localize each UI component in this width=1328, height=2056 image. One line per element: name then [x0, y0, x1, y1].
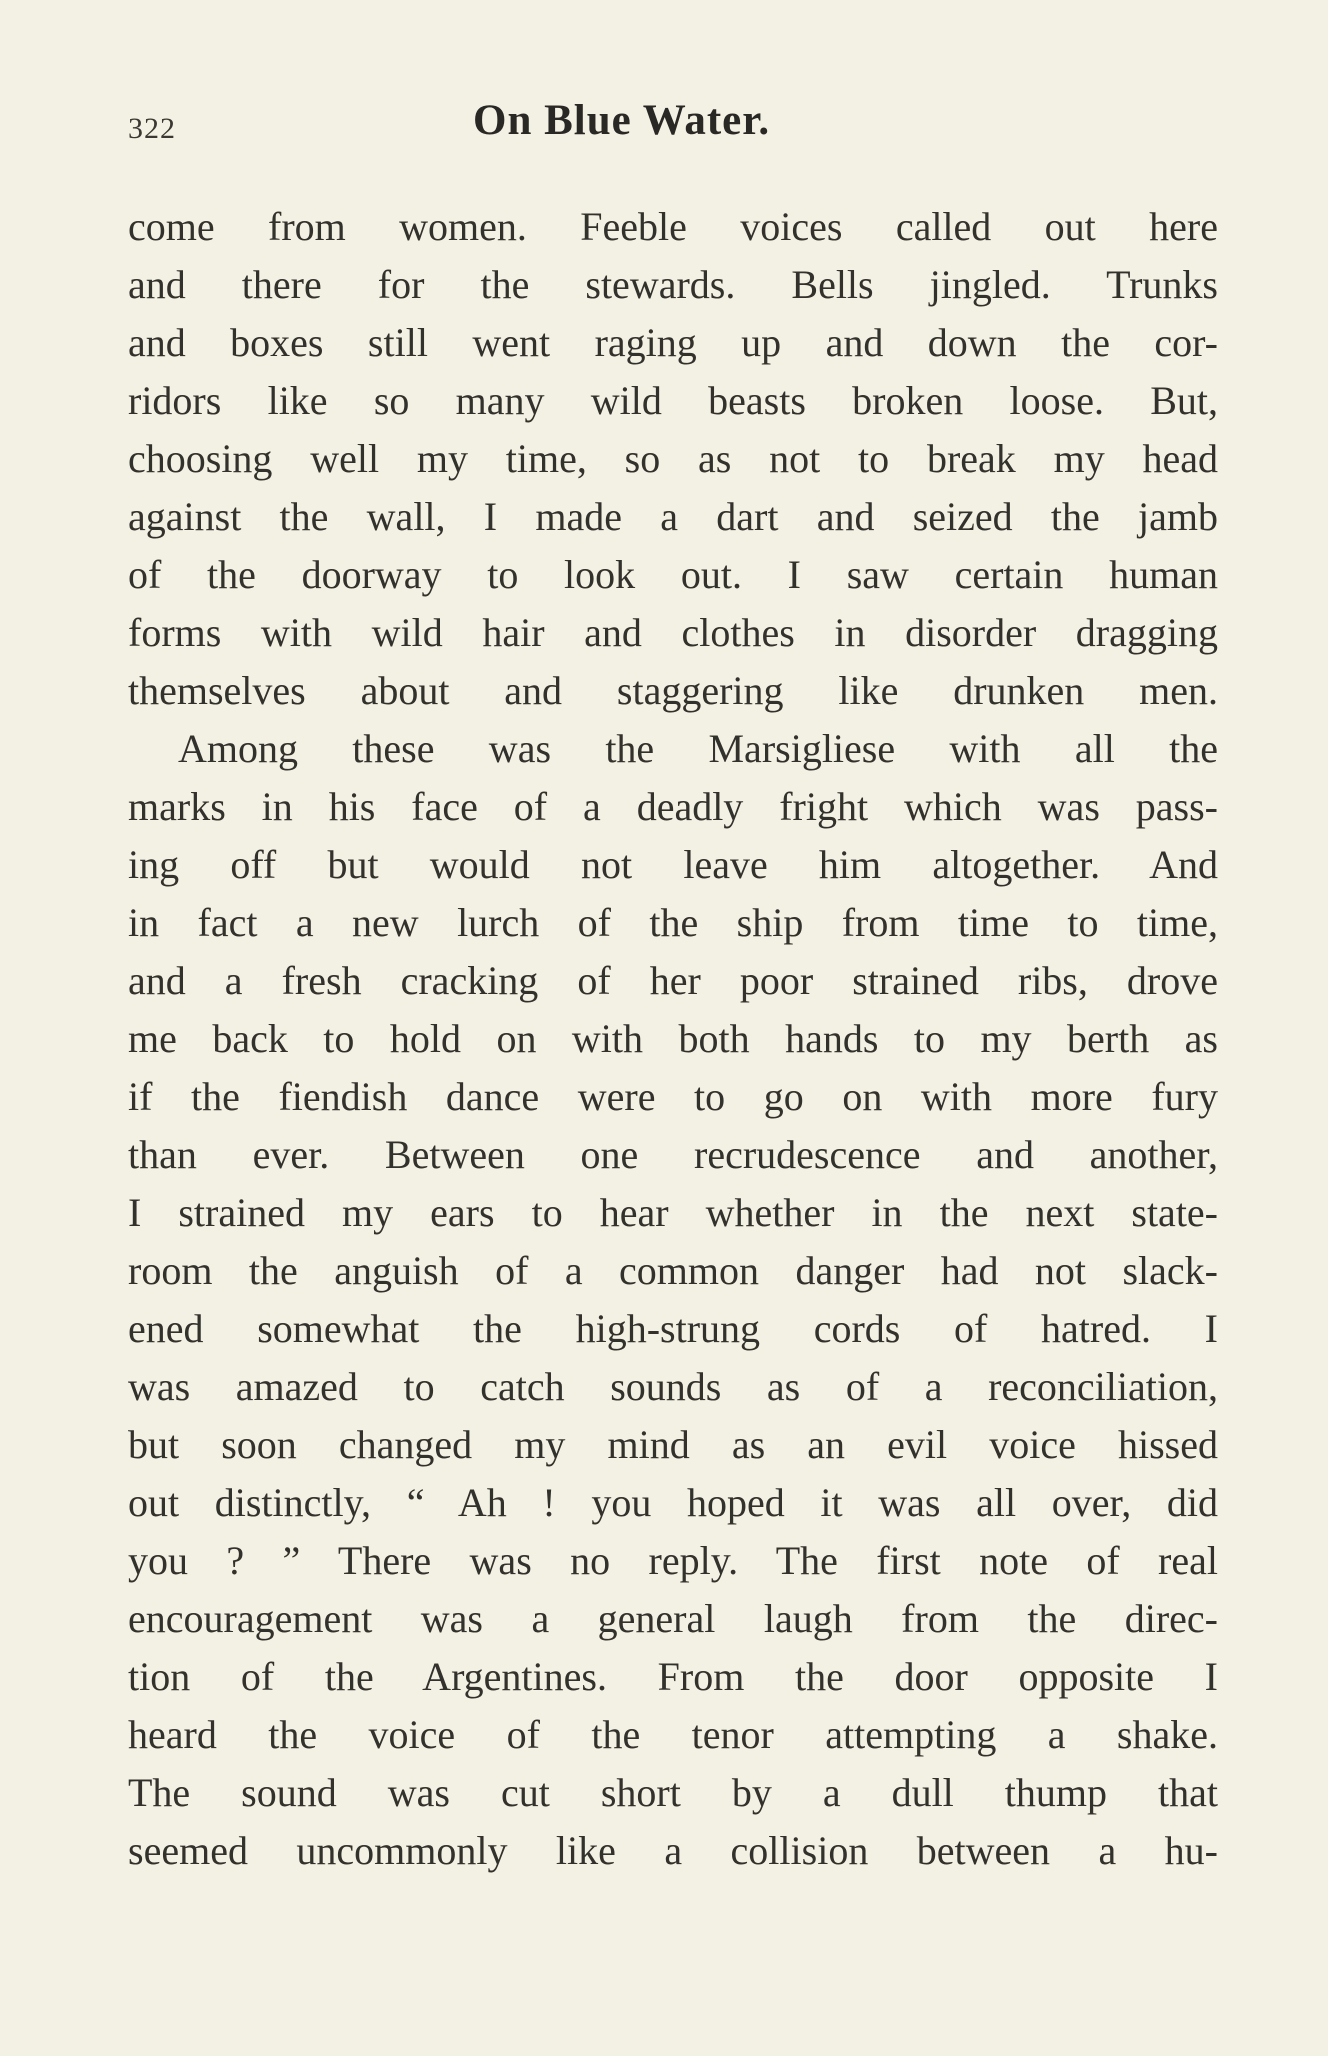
- text-line: ened somewhat the high-strung cords of hatred. I: [128, 1306, 1218, 1351]
- text-line: come from women. Feeble voices called out here: [128, 204, 1218, 249]
- text-line: but soon changed my mind as an evil voice hissed: [128, 1422, 1218, 1467]
- text-line: marks in his face of a deadly fright which was pass-: [128, 784, 1218, 829]
- text-line: against the wall, I made a dart and seized the jamb: [128, 494, 1218, 539]
- text-line: and there for the stewards. Bells jingled. Trunks: [128, 262, 1218, 307]
- text-line: choosing well my time, so as not to break my head: [128, 436, 1218, 481]
- text-line: I strained my ears to hear whether in the next state-: [128, 1190, 1218, 1235]
- text-line: and a fresh cracking of her poor strained ribs, drove: [128, 958, 1218, 1003]
- text-line: ing off but would not leave him altogether. And: [128, 842, 1218, 887]
- text-line: encouragement was a general laugh from the direc-: [128, 1596, 1218, 1641]
- running-title: On Blue Water.: [473, 97, 771, 144]
- paragraph-start-line: Among these was the Marsigliese with all the: [178, 726, 1218, 771]
- text-line: if the fiendish dance were to go on with more fury: [128, 1074, 1218, 1119]
- text-line: in fact a new lurch of the ship from time to time,: [128, 900, 1218, 945]
- text-line: of the doorway to look out. I saw certain human: [128, 552, 1218, 597]
- text-line: heard the voice of the tenor attempting a shake.: [128, 1712, 1218, 1757]
- text-line: me back to hold on with both hands to my berth as: [128, 1016, 1218, 1061]
- page-header: [128, 96, 1218, 156]
- text-line: forms with wild hair and clothes in disorder dragging: [128, 610, 1218, 655]
- text-line: room the anguish of a common danger had not slack-: [128, 1248, 1218, 1293]
- text-line: ridors like so many wild beasts broken loose. But,: [128, 378, 1218, 423]
- text-line: and boxes still went raging up and down the cor-: [128, 320, 1218, 365]
- text-line: seemed uncommonly like a collision between a hu-: [128, 1828, 1218, 1873]
- page-number: 322: [128, 112, 176, 145]
- text-line: was amazed to catch sounds as of a reconciliation,: [128, 1364, 1218, 1409]
- text-line: themselves about and staggering like drunken men.: [128, 668, 1218, 713]
- text-line: tion of the Argentines. From the door opposite I: [128, 1654, 1218, 1699]
- text-line: The sound was cut short by a dull thump that: [128, 1770, 1218, 1815]
- text-line: out distinctly, “ Ah ! you hoped it was all over, did: [128, 1480, 1218, 1525]
- body-text: [128, 198, 1218, 1880]
- text-line: you ? ” There was no reply. The first note of real: [128, 1538, 1218, 1583]
- text-line: than ever. Between one recrudescence and another,: [128, 1132, 1218, 1177]
